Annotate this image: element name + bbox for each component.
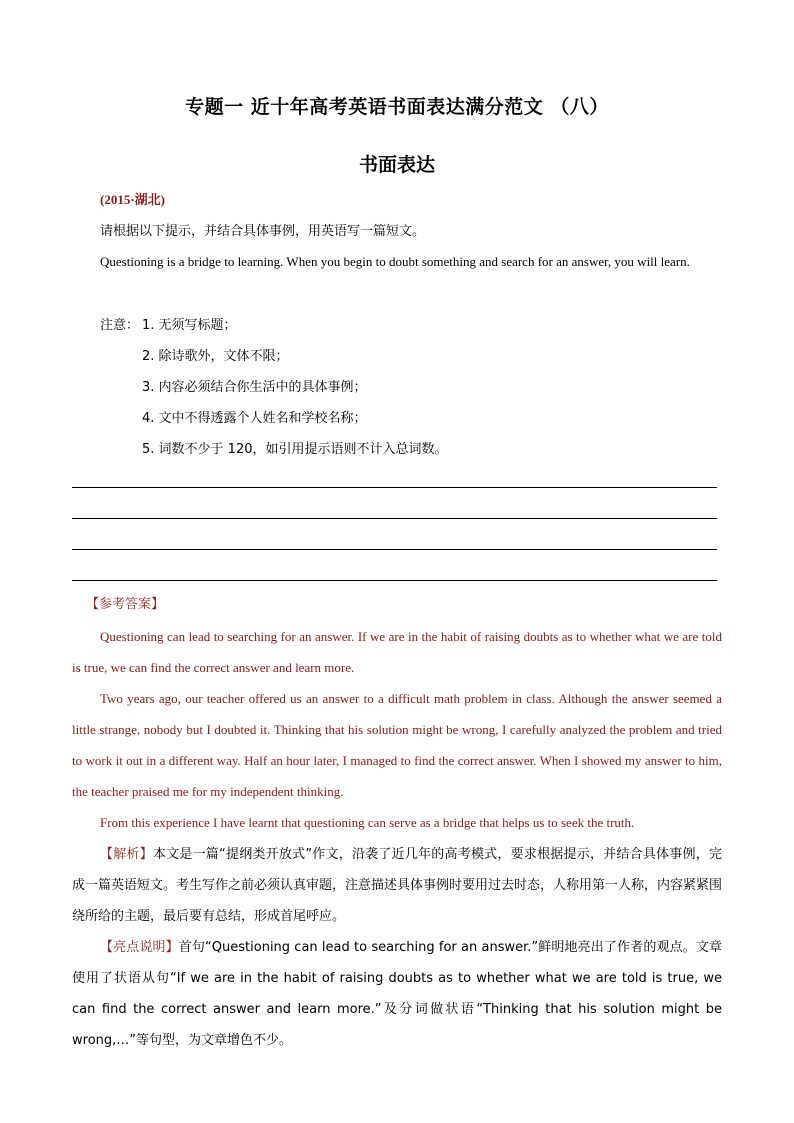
answer-line[interactable]: [72, 549, 717, 550]
page-title: 专题一 近十年高考英语书面表达满分范文 （八）: [185, 96, 609, 118]
source-label: (2015·湖北): [100, 192, 165, 207]
prompt-text: Questioning is a bridge to learning. When you begin to doubt something and search for an answer, you will learn.: [100, 254, 690, 269]
note-item: 注意： 1. 无须写标题；: [100, 310, 447, 341]
analysis-heading: 【解析】: [100, 847, 153, 862]
notes-list: [100, 310, 447, 465]
answer-paragraph: Two years ago, our teacher offered us an answer to a difficult math problem in class. Although the answer seemed a little strange, nobody but I doubted it. Thinking that his solution might be wrong, I carefully analyzed the problem and tried to work it out in a different way. Half an hour later, I managed to find the correct answer. When I showed my answer to him, the teacher praised me for my independent thinking.: [72, 691, 722, 799]
instruction-text: 请根据以下提示，并结合具体事例，用英语写一篇短文。: [100, 224, 426, 239]
highlight-text: 首句“Questioning can lead to searching for an answer.”鲜明地亮出了作者的观点。文章使用了状语从句“If we are in the habit of raising doubts as to whether what we are told is true, we can find the correct answer and learn more.”及分词做状语“Thinking that his solution might be wrong,…”等句型，为文章增色不少。: [72, 940, 722, 1048]
note-item: 3. 内容必须结合你生活中的具体事例；: [142, 380, 367, 395]
highlight-heading: 【亮点说明】: [100, 940, 179, 955]
answer-line[interactable]: [72, 487, 717, 488]
analysis-text: 本文是一篇“提纲类开放式”作文，沿袭了近几年的高考模式，要求根据提示，并结合具体事例，完成一篇英语短文。考生写作之前必须认真审题，注意描述具体事例时要用过去时态，人称用第一人称，内容紧紧围绕所给的主题，最后要有总结，形成首尾呼应。: [72, 847, 723, 924]
answer-paragraph: Questioning can lead to searching for an answer. If we are in the habit of raising doubts as to whether what we are told is true, we can find the correct answer and learn more.: [72, 629, 722, 675]
answer-line[interactable]: [72, 518, 717, 519]
answer-line[interactable]: [72, 580, 717, 581]
answer-paragraph: From this experience I have learnt that questioning can serve as a bridge that helps us to seek the truth.: [100, 815, 635, 830]
note-item: 4. 文中不得透露个人姓名和学校名称；: [142, 411, 367, 426]
notes-label: 注意：: [100, 318, 140, 333]
answer-heading: 【参考答案】: [86, 597, 165, 612]
note-item: 5. 词数不少于 120，如引用提示语则不计入总词数。: [142, 442, 448, 457]
highlight-paragraph: [72, 932, 722, 1056]
section-title: 书面表达: [358, 154, 435, 176]
analysis-paragraph: [72, 839, 722, 932]
note-item: 2. 除诗歌外，文体不限；: [142, 349, 289, 364]
